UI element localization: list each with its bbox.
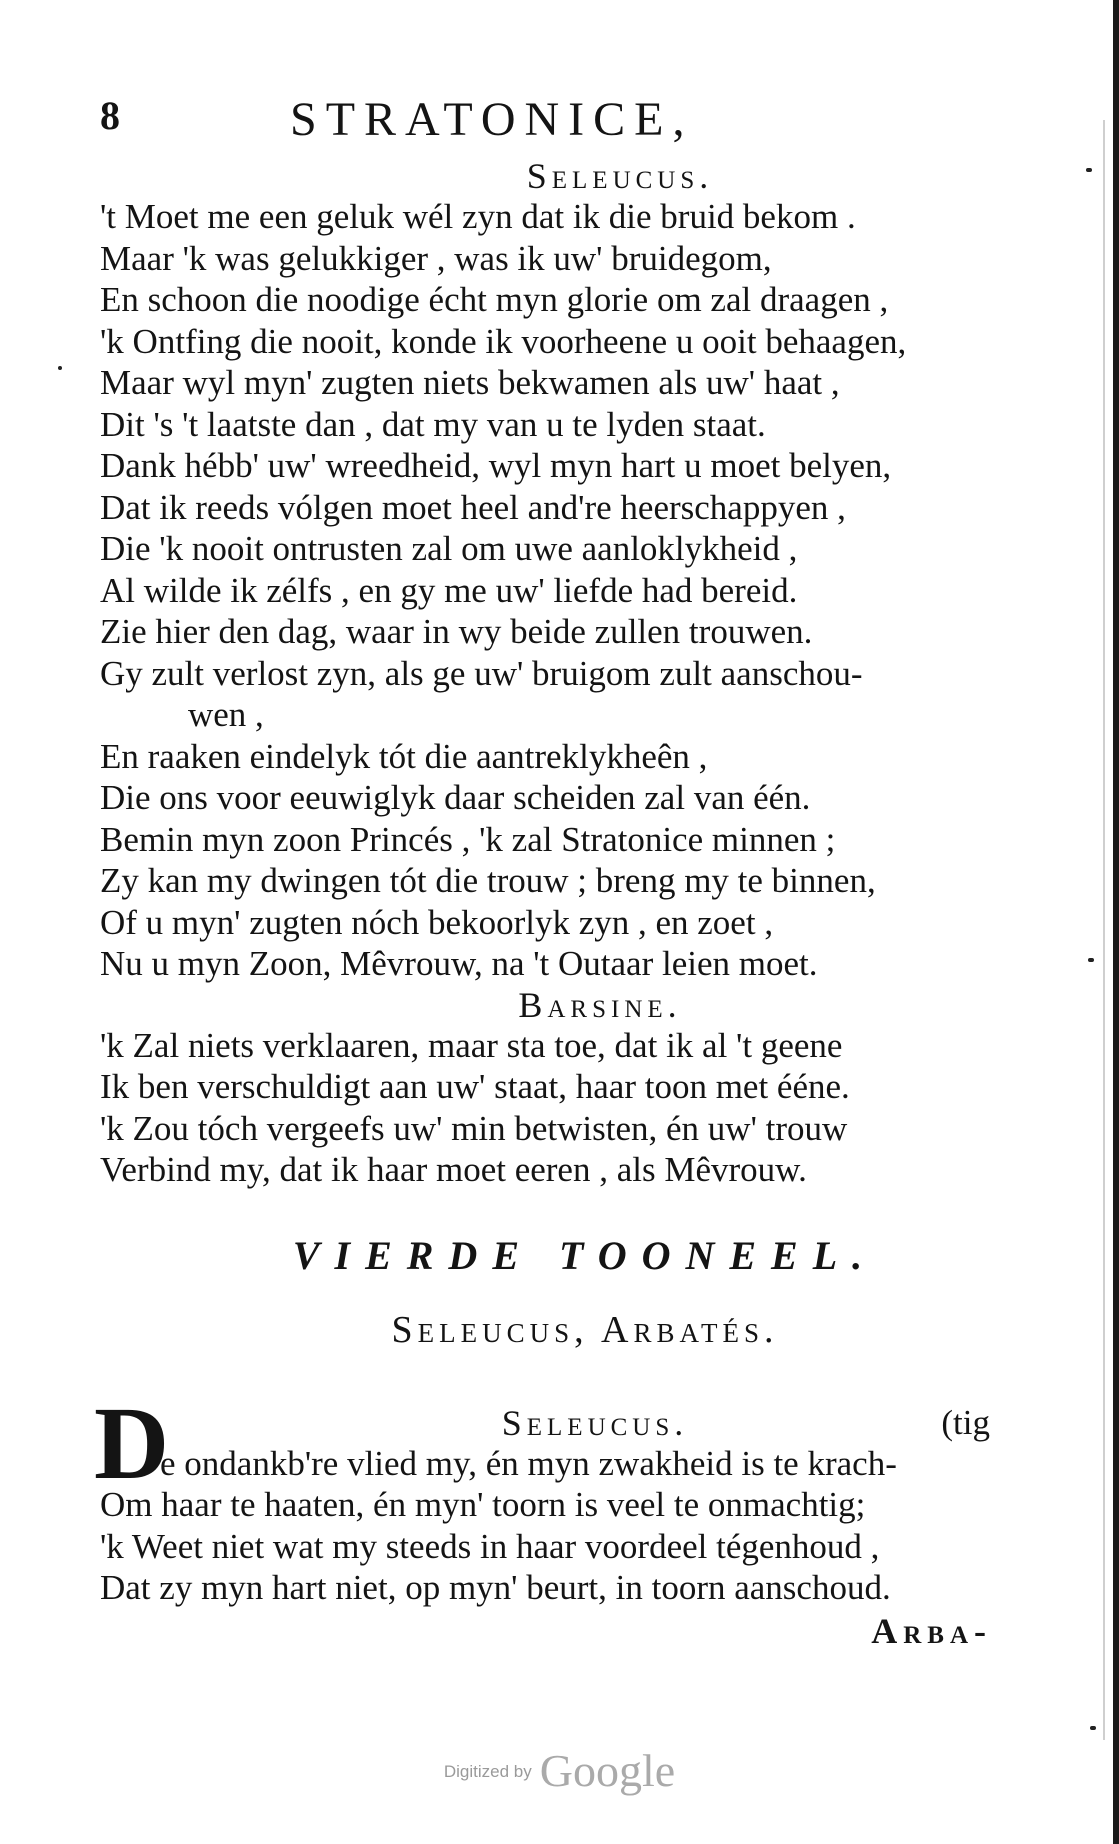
catchword: Arba- (871, 1610, 992, 1651)
verse-line: Of u myn' zugten nóch bekoorlyk zyn , en zoet , (100, 902, 774, 942)
verse-line: Die ons voor eeuwiglyk daar scheiden zal van één. (100, 778, 811, 817)
scene-opening (94, 1385, 1030, 1653)
verse-line: Om haar te haaten, én myn' toorn is veel te onmachtig; (100, 1485, 866, 1524)
verse-line: 't Moet me een geluk wél zyn dat ik die bruid bekom . (100, 197, 856, 236)
verse-line: Verbind my, dat ik haar moet eeren , als Mêvrouw. (100, 1150, 807, 1189)
verse-line: En schoon die noodige écht myn glorie om zal draagen , (100, 280, 889, 319)
verse-line: Dat zy myn hart niet, op myn' beurt, in toorn aanschoud. (100, 1568, 891, 1607)
verse-line: En raaken eindelyk tót die aantreklykheên , (100, 736, 708, 776)
carry-over-syllable: (tig (941, 1402, 990, 1442)
google-logo: Google (539, 1745, 676, 1796)
page-number: 8 (100, 93, 120, 138)
verse-line: Ik ben verschuldigt aan uw' staat, haar toon met ééne. (100, 1067, 850, 1106)
speaker-name: Seleucus. (501, 1402, 689, 1443)
play-text (94, 156, 1030, 1653)
scene-heading: VIERDE TOONEEL. (292, 1232, 878, 1278)
ink-speck (1088, 958, 1094, 962)
verse-line: 'k Weet niet wat my steeds in haar voordeel tégenhoud , (100, 1526, 880, 1566)
verse-line: e ondankb're vlied my, én myn zwakheid is te krach- (160, 1443, 897, 1483)
verse-line: Nu u myn Zoon, Mêvrouw, na 't Outaar leien moet. (100, 944, 818, 983)
verse-line-continuation: wen , (188, 695, 264, 734)
verse-line: 'k Ontfing die nooit, konde ik voorheene u ooit behaagen, (100, 321, 907, 361)
running-title: STRATONICE, (290, 93, 694, 146)
verse-line: Dank hébb' uw' wreedheid, wyl myn hart u moet belyen, (100, 446, 892, 485)
verse-line: Dit 's 't laatste dan , dat my van u te lyden staat. (100, 404, 766, 444)
scene-persons: Seleucus, Arbatés. (391, 1308, 779, 1351)
ink-speck (1090, 1726, 1096, 1730)
scan-edge (1113, 0, 1119, 1844)
verse-line: Gy zult verlost zyn, als ge uw' bruigom zult aanschou- (100, 653, 863, 693)
verse-line: 'k Zou tóch vergeefs uw' min betwisten, én uw' trouw (100, 1108, 848, 1148)
verse-line: Dat ik reeds vólgen moet heel and're heerschappyen , (100, 487, 846, 527)
speaker-row (100, 1403, 1030, 1443)
ink-speck (1086, 168, 1092, 172)
verse-line: 'k Zal niets verklaaren, maar sta toe, dat ik al 't geene (100, 1025, 843, 1065)
verse-line: Zy kan my dwingen tót die trouw ; breng my te binnen, (100, 861, 876, 900)
drop-cap-initial: D (94, 1385, 170, 1501)
verse-line: Bemin myn zoon Princés , 'k zal Stratonice minnen ; (100, 819, 836, 859)
verse-line: Zie hier den dag, waar in wy beide zullen trouwen. (100, 612, 813, 651)
verse-line: Al wilde ik zélfs , en gy me uw' liefde had bereid. (100, 570, 798, 610)
ink-speck (58, 366, 62, 370)
digitized-watermark (0, 1745, 1119, 1796)
watermark-caption: Digitized by (443, 1761, 532, 1781)
scan-edge-shadow (1103, 120, 1105, 1740)
verse-line: Die 'k nooit ontrusten zal om uwe aanloklykheid , (100, 529, 798, 568)
verse-line: Maar wyl myn' zugten niets bekwamen als uw' haat , (100, 363, 840, 402)
speaker-name: Seleucus. (526, 156, 714, 196)
verse-line: Maar 'k was gelukkiger , was ik uw' bruidegom, (100, 238, 772, 278)
speaker-name: Barsine. (518, 984, 682, 1025)
